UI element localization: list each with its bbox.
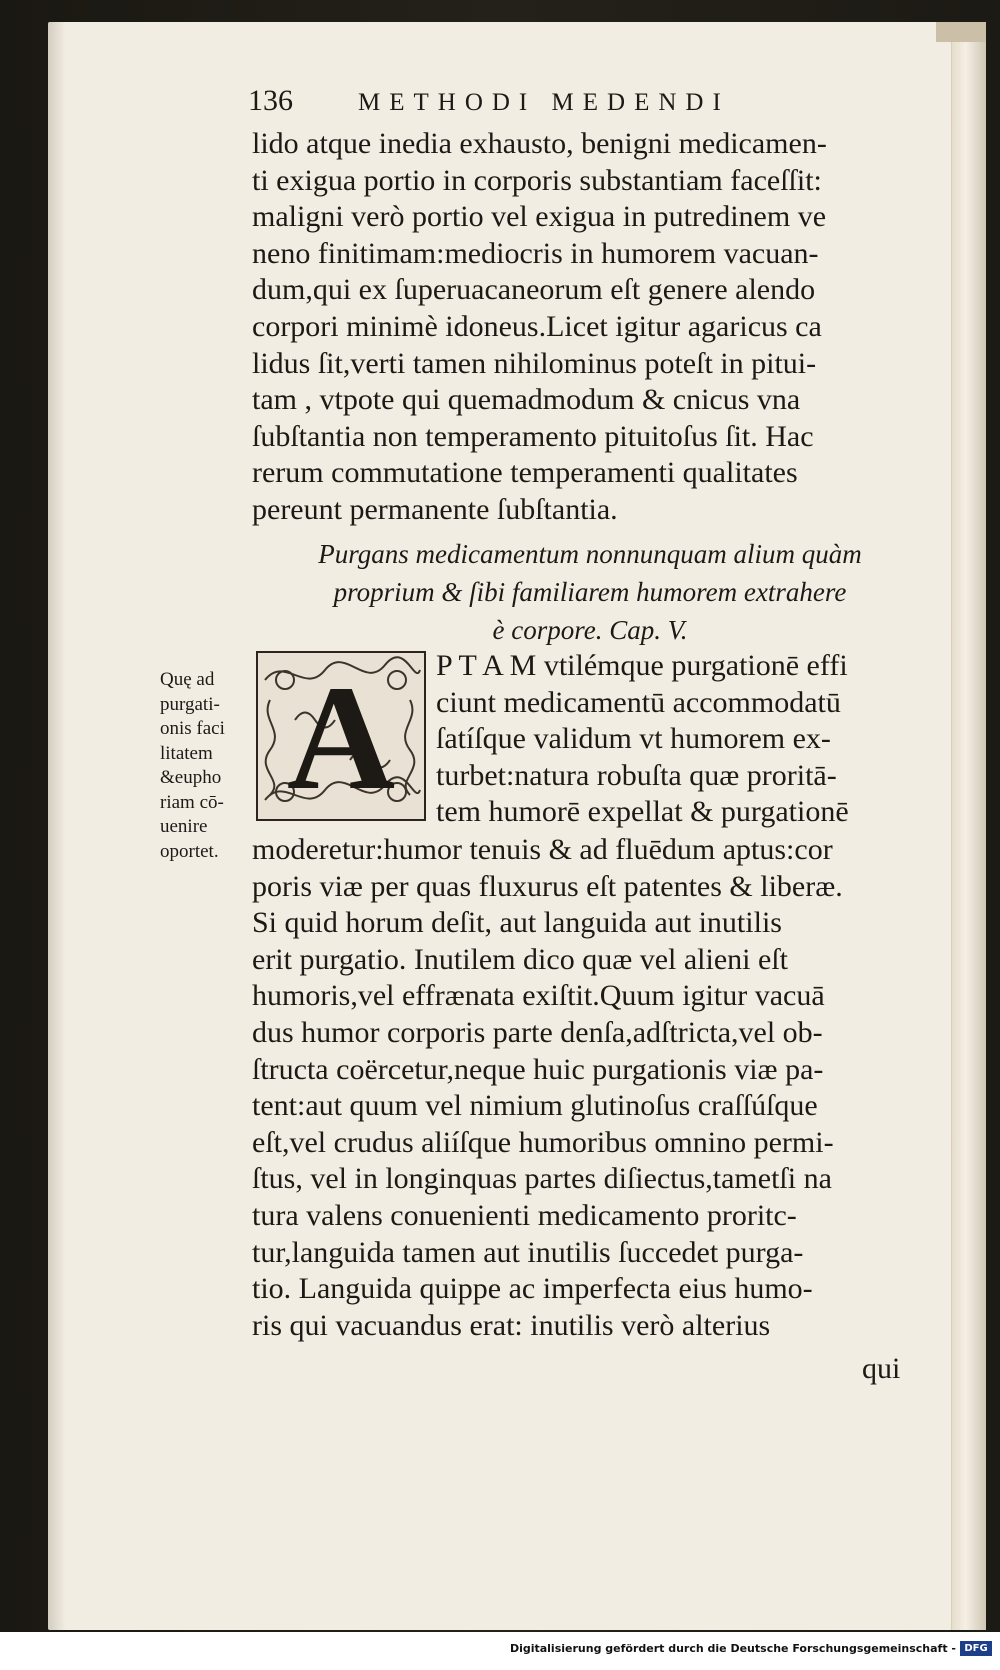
text-line: dum,qui ex ſuperuacaneorum eſt genere alendo bbox=[252, 273, 816, 307]
margin-line: uenire bbox=[160, 816, 208, 837]
text-line: neno finitimam:mediocris in humorem vacuan- bbox=[252, 236, 819, 270]
text-line: turbet:natura robuſta quæ proritā- bbox=[436, 758, 837, 792]
margin-line: &eupho bbox=[160, 767, 222, 788]
text-line: ti exigua portio in corporis substantiam faceſſit: bbox=[252, 163, 822, 197]
dfg-logo: DFG bbox=[960, 1641, 992, 1656]
text-line: eſt,vel crudus aliíſque humoribus omnino permi- bbox=[252, 1125, 834, 1159]
text-line: ſubſtantia non temperamento pituitoſus ſit. Hac bbox=[252, 419, 814, 453]
page-number: 136 bbox=[248, 84, 293, 117]
gutter-shadow bbox=[48, 22, 66, 1630]
margin-line: oportet. bbox=[160, 840, 219, 862]
text-line: P T A M vtilémque purgationē effi bbox=[436, 649, 848, 682]
text-line: corpori minimè idoneus.Licet igitur agaricus ca bbox=[252, 309, 822, 343]
text-line: ſtructa coërcetur,neque huic purgationis viæ pa- bbox=[252, 1052, 824, 1086]
heading-line: Purgans medicamentum nonnunquam alium quàm bbox=[318, 539, 862, 569]
text-line: pereunt permanente ſubſtantia. bbox=[252, 492, 618, 526]
body-text-lower bbox=[252, 832, 918, 1344]
page-corner bbox=[936, 22, 986, 42]
page-edge bbox=[951, 22, 986, 1630]
heading-line: è corpore. Cap. V. bbox=[492, 615, 688, 645]
margin-line: Quę ad bbox=[160, 669, 215, 690]
text-line: maligni verò portio vel exigua in putredinem ve bbox=[252, 200, 827, 234]
footer-bar bbox=[0, 1632, 1000, 1670]
text-line: Si quid horum deſit, aut languida aut inutilis bbox=[252, 906, 782, 940]
text-line: ſtus, vel in longinquas partes diſiectus,tametſi na bbox=[252, 1162, 832, 1196]
text-line: tem humorē expellat & purgationē bbox=[436, 795, 849, 829]
marginal-note bbox=[160, 668, 252, 864]
text-line: ſatíſque validum vt humorem ex- bbox=[436, 722, 831, 756]
text-line: moderetur:humor tenuis & ad fluēdum aptus:cor bbox=[252, 833, 833, 866]
text-line: lido atque inedia exhausto, benigni medicamen- bbox=[252, 127, 827, 160]
text-line: lidus ſit,verti tamen nihilominus poteſt in pitui- bbox=[252, 346, 817, 380]
funding-credit: Digitalisierung gefördert durch die Deutsche Forschungsgemeinschaft - bbox=[509, 1642, 956, 1655]
ornament-initial-icon bbox=[255, 650, 427, 822]
text-line: tura valens conuenienti medicamento proritc- bbox=[252, 1198, 797, 1232]
heading-line: proprium & ſibi familiarem humorem extrahere bbox=[333, 577, 847, 607]
text-line: erit purgatio. Inutilem dico quæ vel alieni eſt bbox=[252, 942, 788, 976]
body-text-top bbox=[252, 126, 912, 529]
margin-line: onis faci bbox=[160, 718, 225, 739]
text-line: tent:aut quum vel nimium glutinoſus craſſúſque bbox=[252, 1089, 818, 1123]
running-title: METHODI MEDENDI bbox=[358, 89, 730, 116]
text-line: dus humor corporis parte denſa,adſtricta,vel ob- bbox=[252, 1015, 823, 1049]
text-line: tam , vtpote qui quemadmodum & cnicus vna bbox=[252, 383, 801, 417]
text-line: poris viæ per quas fluxurus eſt patentes & liberæ. bbox=[252, 869, 843, 903]
margin-line: litatem bbox=[160, 742, 213, 764]
margin-line: riam cō- bbox=[160, 791, 224, 813]
text-line: ris qui vacuandus erat: inutilis verò alterius bbox=[252, 1308, 771, 1342]
text-line: tur,languida tamen aut inutilis ſuccedet purga- bbox=[252, 1235, 804, 1269]
chapter-heading bbox=[250, 535, 930, 649]
running-head bbox=[248, 84, 878, 124]
body-text-beside-initial bbox=[436, 648, 916, 831]
decorated-initial bbox=[255, 650, 427, 822]
text-line: ciunt medicamentū accommodatū bbox=[436, 685, 841, 719]
catchword: qui bbox=[862, 1352, 901, 1385]
text-line: tio. Languida quippe ac imperfecta eius humo- bbox=[252, 1272, 813, 1306]
text-line: rerum commutatione temperamenti qualitates bbox=[252, 456, 798, 490]
text-line: humoris,vel effrænata exiſtit.Quum igitur vacuā bbox=[252, 979, 825, 1013]
initial-letter: A bbox=[286, 655, 396, 821]
margin-line: purgati- bbox=[160, 693, 220, 715]
